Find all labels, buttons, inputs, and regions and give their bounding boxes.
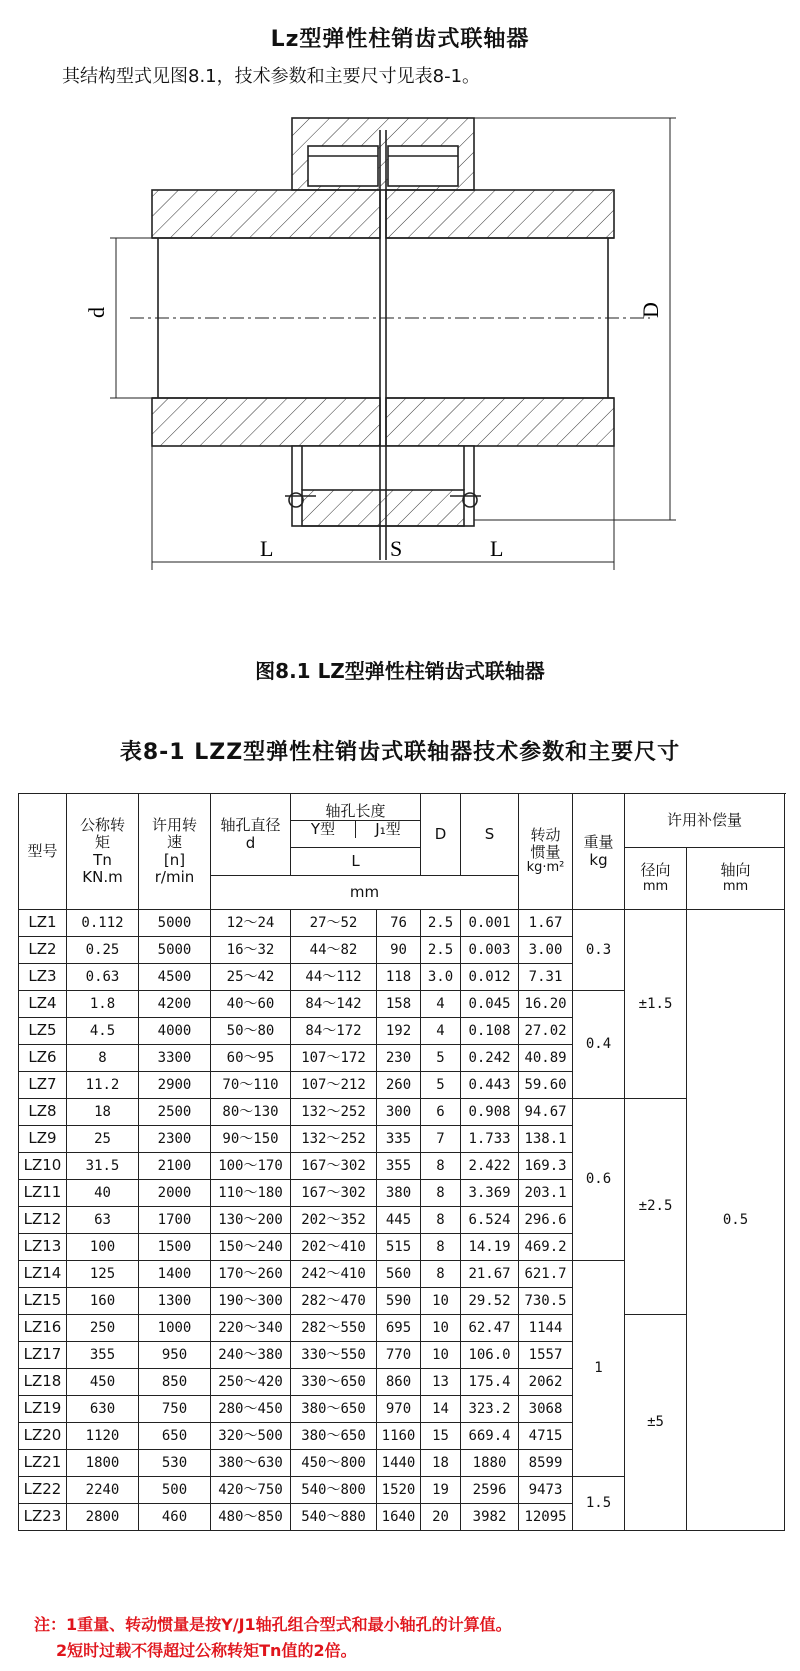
table-cell: 1520 [377, 1477, 421, 1504]
table-cell: 8599 [519, 1450, 573, 1477]
table-cell: 169.3 [519, 1153, 573, 1180]
table-cell: 27～52 [291, 910, 377, 937]
table-cell: 380～650 [291, 1423, 377, 1450]
radial-compensation-cell: 0.6 [573, 1099, 625, 1261]
table-cell: 84～172 [291, 1018, 377, 1045]
table-cell: 1440 [377, 1450, 421, 1477]
table-cell: 175.4 [461, 1369, 519, 1396]
table-cell: 167～302 [291, 1153, 377, 1180]
label-L-left: L [260, 536, 274, 561]
table-cell: 16.20 [519, 991, 573, 1018]
table-cell: 4.5 [67, 1018, 139, 1045]
table-cell: 138.1 [519, 1126, 573, 1153]
table-cell: 2000 [139, 1180, 211, 1207]
figure-caption: 图8.1 LZ型弹性柱销齿式联轴器 [255, 659, 545, 683]
table-cell: 4715 [519, 1423, 573, 1450]
table-cell: LZ12 [19, 1207, 67, 1234]
table-cell: 2800 [67, 1504, 139, 1531]
table-cell: 110～180 [211, 1180, 291, 1207]
table-cell: 10 [421, 1315, 461, 1342]
table-cell: 2900 [139, 1072, 211, 1099]
table-cell: 530 [139, 1450, 211, 1477]
table-cell: 0.003 [461, 937, 519, 964]
table-cell: 480～850 [211, 1504, 291, 1531]
label-L-right: L [490, 536, 504, 561]
table-cell: 100 [67, 1234, 139, 1261]
table-cell: 300 [377, 1099, 421, 1126]
table-cell: 7.31 [519, 964, 573, 991]
table-cell: 3.369 [461, 1180, 519, 1207]
table-cell: 0.112 [67, 910, 139, 937]
table-cell: 750 [139, 1396, 211, 1423]
table-cell: 106.0 [461, 1342, 519, 1369]
table-cell: 500 [139, 1477, 211, 1504]
table-cell: 158 [377, 991, 421, 1018]
table-cell: 515 [377, 1234, 421, 1261]
table-cell: 76 [377, 910, 421, 937]
table-cell: 1400 [139, 1261, 211, 1288]
header-radial: 径向 mm [625, 848, 687, 910]
table-cell: 1500 [139, 1234, 211, 1261]
table-cell: 27.02 [519, 1018, 573, 1045]
table-cell: 203.1 [519, 1180, 573, 1207]
table-cell: 850 [139, 1369, 211, 1396]
table-title: 表8-1 LZZ型弹性柱销齿式联轴器技术参数和主要尺寸 [119, 740, 681, 765]
table-cell: 469.2 [519, 1234, 573, 1261]
table-cell: 167～302 [291, 1180, 377, 1207]
table-cell: LZ1 [19, 910, 67, 937]
table-cell: 560 [377, 1261, 421, 1288]
table-cell: 4200 [139, 991, 211, 1018]
table-cell: 242～410 [291, 1261, 377, 1288]
table-cell: 282～550 [291, 1315, 377, 1342]
table-cell: 1.733 [461, 1126, 519, 1153]
table-cell: 1144 [519, 1315, 573, 1342]
header-L: L [291, 848, 421, 876]
table-cell: 250 [67, 1315, 139, 1342]
note-2: 2短时过载不得超过公称转矩Tn值的2倍。 [56, 1641, 357, 1660]
table-cell: 62.47 [461, 1315, 519, 1342]
table-cell: 192 [377, 1018, 421, 1045]
table-cell: 90 [377, 937, 421, 964]
table-cell: 0.045 [461, 991, 519, 1018]
table-cell: LZ4 [19, 991, 67, 1018]
table-cell: 621.7 [519, 1261, 573, 1288]
spec-table [18, 793, 785, 1531]
page-title: Lz型弹性柱销齿式联轴器 [270, 27, 530, 52]
table-cell: 860 [377, 1369, 421, 1396]
table-cell: 63 [67, 1207, 139, 1234]
table-cell: 0.108 [461, 1018, 519, 1045]
table-cell: 160 [67, 1288, 139, 1315]
header-mm: mm [211, 876, 519, 910]
angular-compensation-cell: 0.5 [687, 910, 785, 1531]
header-bore-length: 轴孔长度 Y型 J₁型 [291, 794, 421, 848]
header-inertia: 转动 惯量 kg·m² [519, 794, 573, 910]
table-cell: 132～252 [291, 1099, 377, 1126]
table-cell: 202～410 [291, 1234, 377, 1261]
table-cell: 25～42 [211, 964, 291, 991]
table-cell: LZ14 [19, 1261, 67, 1288]
table-cell: 31.5 [67, 1153, 139, 1180]
table-cell: 1160 [377, 1423, 421, 1450]
table-cell: 190～300 [211, 1288, 291, 1315]
table-cell: 3982 [461, 1504, 519, 1531]
table-cell: 280～450 [211, 1396, 291, 1423]
table-cell: 380 [377, 1180, 421, 1207]
table-cell: LZ10 [19, 1153, 67, 1180]
table-cell: 0.443 [461, 1072, 519, 1099]
table-cell: 669.4 [461, 1423, 519, 1450]
table-cell: 40 [67, 1180, 139, 1207]
table-cell: 125 [67, 1261, 139, 1288]
table-cell: 2100 [139, 1153, 211, 1180]
table-cell: 8 [421, 1207, 461, 1234]
table-cell: LZ5 [19, 1018, 67, 1045]
table-cell: 84～142 [291, 991, 377, 1018]
table-cell: 130～200 [211, 1207, 291, 1234]
table-cell: 590 [377, 1288, 421, 1315]
table-cell: 240～380 [211, 1342, 291, 1369]
axial-compensation-cell: ±1.5 [625, 910, 687, 1099]
table-cell: 150～240 [211, 1234, 291, 1261]
table-cell: 540～880 [291, 1504, 377, 1531]
table-cell: 630 [67, 1396, 139, 1423]
table-cell: 60～95 [211, 1045, 291, 1072]
table-cell: 0.25 [67, 937, 139, 964]
table-cell: 0.242 [461, 1045, 519, 1072]
header-weight: 重量 kg [573, 794, 625, 910]
table-cell: 14 [421, 1396, 461, 1423]
header-axial: 轴向 mm [687, 848, 785, 910]
table-row [19, 910, 785, 937]
table-cell: LZ21 [19, 1450, 67, 1477]
table-cell: 2240 [67, 1477, 139, 1504]
table-cell: 12～24 [211, 910, 291, 937]
table-cell: 8 [421, 1153, 461, 1180]
table-cell: 2300 [139, 1126, 211, 1153]
table-cell: 1700 [139, 1207, 211, 1234]
table-cell: 540～800 [291, 1477, 377, 1504]
header-y-type: Y型 [291, 821, 356, 838]
table-cell: 2062 [519, 1369, 573, 1396]
table-cell: 3.0 [421, 964, 461, 991]
table-cell: 3.00 [519, 937, 573, 964]
table-cell: 16～32 [211, 937, 291, 964]
table-cell: 50～80 [211, 1018, 291, 1045]
table-cell: 100～170 [211, 1153, 291, 1180]
table-cell: 132～252 [291, 1126, 377, 1153]
header-torque: 公称转 矩 Tn KN.m [67, 794, 139, 910]
table-cell: 6 [421, 1099, 461, 1126]
table-cell: 8 [67, 1045, 139, 1072]
table-cell: LZ15 [19, 1288, 67, 1315]
table-cell: 118 [377, 964, 421, 991]
intro-text: 其结构型式见图8.1，技术参数和主要尺寸见表8-1。 [62, 66, 481, 87]
header-D: D [421, 794, 461, 876]
table-cell: 7 [421, 1126, 461, 1153]
table-cell: LZ19 [19, 1396, 67, 1423]
table-cell: 320～500 [211, 1423, 291, 1450]
table-cell: 19 [421, 1477, 461, 1504]
table-cell: 1120 [67, 1423, 139, 1450]
table-cell: 94.67 [519, 1099, 573, 1126]
table-cell: LZ9 [19, 1126, 67, 1153]
table-cell: 650 [139, 1423, 211, 1450]
table-cell: 18 [67, 1099, 139, 1126]
table-cell: 330～650 [291, 1369, 377, 1396]
radial-compensation-cell: 0.3 [573, 910, 625, 991]
table-cell: 0.012 [461, 964, 519, 991]
table-cell: 3068 [519, 1396, 573, 1423]
table-cell: 9473 [519, 1477, 573, 1504]
header-S: S [461, 794, 519, 876]
table-cell: LZ22 [19, 1477, 67, 1504]
table-cell: 0.63 [67, 964, 139, 991]
radial-compensation-cell: 1.5 [573, 1477, 625, 1531]
table-cell: LZ2 [19, 937, 67, 964]
table-cell: LZ8 [19, 1099, 67, 1126]
table-cell: 0.001 [461, 910, 519, 937]
table-cell: 8 [421, 1180, 461, 1207]
label-S: S [390, 536, 403, 561]
table-cell: 44～82 [291, 937, 377, 964]
label-d: d [84, 307, 109, 318]
table-cell: 10 [421, 1288, 461, 1315]
table-cell: 70～110 [211, 1072, 291, 1099]
table-cell: 1800 [67, 1450, 139, 1477]
table-cell: 420～750 [211, 1477, 291, 1504]
table-cell: 1557 [519, 1342, 573, 1369]
table-cell: 202～352 [291, 1207, 377, 1234]
table-cell: 5 [421, 1072, 461, 1099]
table-cell: 107～212 [291, 1072, 377, 1099]
table-cell: LZ23 [19, 1504, 67, 1531]
table-cell: LZ20 [19, 1423, 67, 1450]
table-cell: 3300 [139, 1045, 211, 1072]
note-1: 注：1重量、转动惯量是按Y/J1轴孔组合型式和最小轴孔的计算值。 [34, 1615, 512, 1634]
table-cell: LZ13 [19, 1234, 67, 1261]
table-cell: 950 [139, 1342, 211, 1369]
table-cell: 6.524 [461, 1207, 519, 1234]
table-cell: 40.89 [519, 1045, 573, 1072]
table-cell: 90～150 [211, 1126, 291, 1153]
table-cell: 15 [421, 1423, 461, 1450]
table-cell: 323.2 [461, 1396, 519, 1423]
table-cell: 80～130 [211, 1099, 291, 1126]
table-cell: 335 [377, 1126, 421, 1153]
table-cell: 8 [421, 1234, 461, 1261]
table-cell: 730.5 [519, 1288, 573, 1315]
table-cell: 11.2 [67, 1072, 139, 1099]
table-cell: 0.908 [461, 1099, 519, 1126]
table-cell: 970 [377, 1396, 421, 1423]
table-cell: 450 [67, 1369, 139, 1396]
table-cell: 380～630 [211, 1450, 291, 1477]
radial-compensation-cell: 0.4 [573, 991, 625, 1099]
table-cell: LZ16 [19, 1315, 67, 1342]
table-cell: 5000 [139, 910, 211, 937]
header-compensation: 许用补偿量 [625, 794, 785, 848]
table-cell: 21.67 [461, 1261, 519, 1288]
table-cell: LZ17 [19, 1342, 67, 1369]
table-cell: 355 [67, 1342, 139, 1369]
table-cell: 44～112 [291, 964, 377, 991]
table-cell: 2.5 [421, 937, 461, 964]
table-cell: 2500 [139, 1099, 211, 1126]
table-cell: 4 [421, 991, 461, 1018]
table-cell: 282～470 [291, 1288, 377, 1315]
table-cell: 1880 [461, 1450, 519, 1477]
table-cell: LZ11 [19, 1180, 67, 1207]
table-cell: 5 [421, 1045, 461, 1072]
table-cell: 5000 [139, 937, 211, 964]
table-cell: 12095 [519, 1504, 573, 1531]
header-speed: 许用转 速 [n] r/min [139, 794, 211, 910]
table-cell: 460 [139, 1504, 211, 1531]
table-cell: 695 [377, 1315, 421, 1342]
table-row [19, 1315, 785, 1342]
table-cell: 40～60 [211, 991, 291, 1018]
table-cell: 13 [421, 1369, 461, 1396]
table-row [19, 1099, 785, 1126]
table-cell: 1300 [139, 1288, 211, 1315]
table-cell: 4500 [139, 964, 211, 991]
radial-compensation-cell: 1 [573, 1261, 625, 1477]
table-cell: 18 [421, 1450, 461, 1477]
table-cell: 220～340 [211, 1315, 291, 1342]
table-cell: 250～420 [211, 1369, 291, 1396]
table-cell: 1.8 [67, 991, 139, 1018]
label-D: D [638, 302, 663, 318]
table-cell: 355 [377, 1153, 421, 1180]
table-cell: 2.422 [461, 1153, 519, 1180]
table-cell: 20 [421, 1504, 461, 1531]
header-bore: 轴孔直径 d [211, 794, 291, 876]
table-cell: 4000 [139, 1018, 211, 1045]
table-cell: LZ6 [19, 1045, 67, 1072]
table-cell: 445 [377, 1207, 421, 1234]
table-cell: 59.60 [519, 1072, 573, 1099]
table-cell: 380～650 [291, 1396, 377, 1423]
table-cell: 8 [421, 1261, 461, 1288]
header-j1-type: J₁型 [375, 820, 401, 838]
coupling-drawing [80, 110, 740, 650]
table-cell: 2.5 [421, 910, 461, 937]
table-cell: 29.52 [461, 1288, 519, 1315]
table-cell: 107～172 [291, 1045, 377, 1072]
header-model: 型号 [19, 794, 67, 910]
table-cell: 4 [421, 1018, 461, 1045]
table-cell: 230 [377, 1045, 421, 1072]
table-cell: LZ7 [19, 1072, 67, 1099]
table-cell: 1.67 [519, 910, 573, 937]
table-cell: 25 [67, 1126, 139, 1153]
table-cell: 296.6 [519, 1207, 573, 1234]
table-cell: LZ18 [19, 1369, 67, 1396]
table-cell: 14.19 [461, 1234, 519, 1261]
table-cell: 1000 [139, 1315, 211, 1342]
table-cell: 260 [377, 1072, 421, 1099]
axial-compensation-cell: ±2.5 [625, 1099, 687, 1315]
table-cell: LZ3 [19, 964, 67, 991]
table-cell: 770 [377, 1342, 421, 1369]
table-cell: 10 [421, 1342, 461, 1369]
table-cell: 330～550 [291, 1342, 377, 1369]
table-cell: 2596 [461, 1477, 519, 1504]
table-cell: 1640 [377, 1504, 421, 1531]
table-cell: 170～260 [211, 1261, 291, 1288]
axial-compensation-cell: ±5 [625, 1315, 687, 1531]
table-cell: 450～800 [291, 1450, 377, 1477]
